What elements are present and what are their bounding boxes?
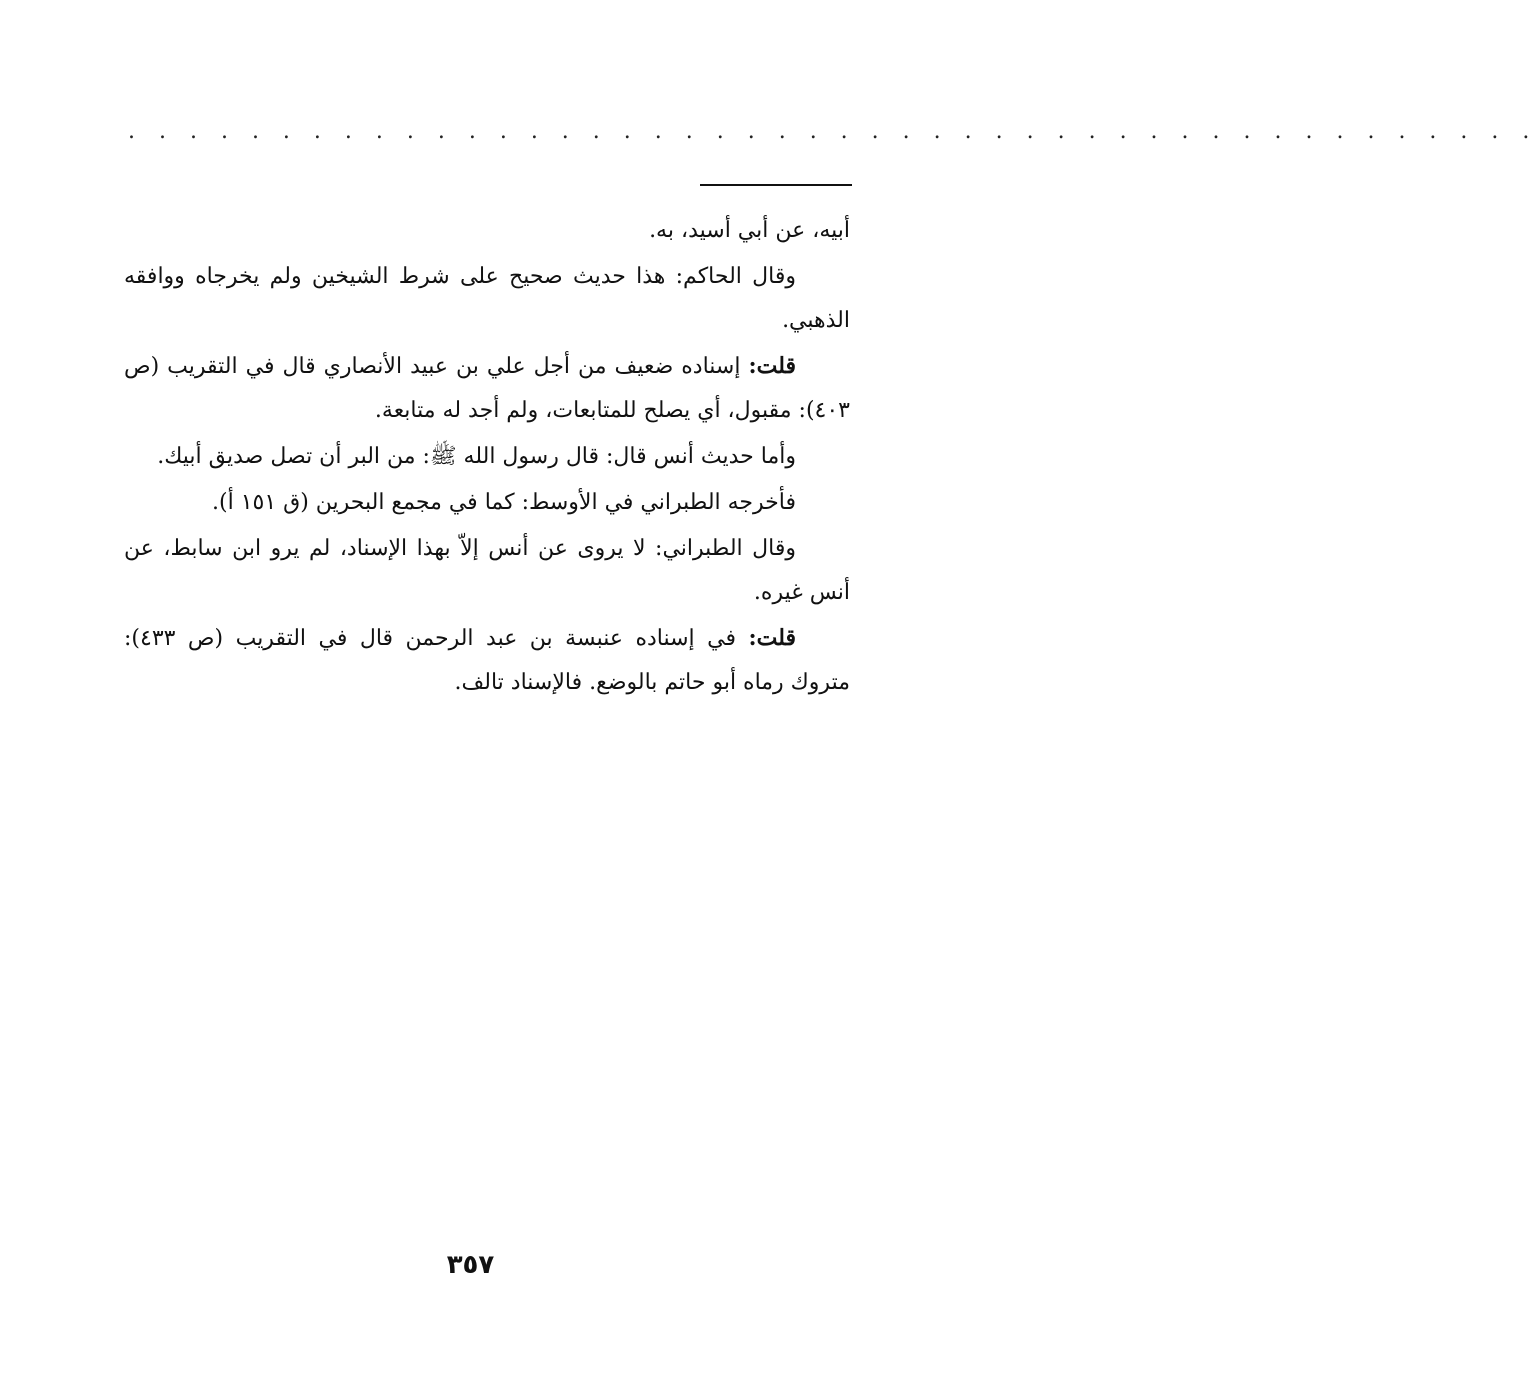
paragraph-text: فأخرجه الطبراني في الأوسط: كما في مجمع البحرين (ق ١٥١ أ). (212, 490, 796, 515)
paragraph-tabarani-statement (124, 526, 850, 615)
paragraph-hakim (124, 254, 850, 343)
paragraph-text: وأما حديث أنس قال: قال رسول الله ﷺ: من البر أن تصل صديق أبيك. (157, 444, 796, 469)
paragraph-continuation (124, 208, 850, 253)
paragraph-qultu-2 (124, 616, 850, 705)
paragraph-bold-prefix: قلت: (748, 625, 796, 651)
footnote-separator-rule (700, 184, 852, 186)
paragraph-bold-prefix: قلت: (748, 353, 796, 379)
page-number: ٣٥٧ (446, 1250, 495, 1280)
paragraph-anas-hadith (124, 434, 850, 479)
paragraph-text: في إسناده عنبسة بن عبد الرحمن قال في التقريب (ص ٤٣٣): متروك رماه أبو حاتم بالوضع. فالإسناد تالف. (124, 626, 850, 695)
paragraph-text: وقال الحاكم: هذا حديث صحيح على شرط الشيخين ولم يخرجاه ووافقه الذهبي. (124, 264, 850, 333)
paragraph-text: أبيه، عن أبي أسيد، به. (649, 218, 850, 243)
page-body-text (124, 208, 850, 706)
paragraph-tabarani-awsat (124, 480, 850, 525)
paragraph-qultu-1 (124, 344, 850, 433)
paragraph-text: إسناده ضعيف من أجل علي بن عبيد الأنصاري قال في التقريب (ص ٤٠٣): مقبول، أي يصلح للمتابعات، ولم أجد له متابعة. (124, 354, 850, 423)
paragraph-text: وقال الطبراني: لا يروى عن أنس إلاّ بهذا الإسناد، لم يرو ابن سابط، عن أنس غيره. (124, 536, 850, 605)
dot-leader: . . . . . . . . . . . . . . . . . . . . . . . . . . . . . . . . . . . . . . . . . . . . . . (128, 119, 1538, 144)
